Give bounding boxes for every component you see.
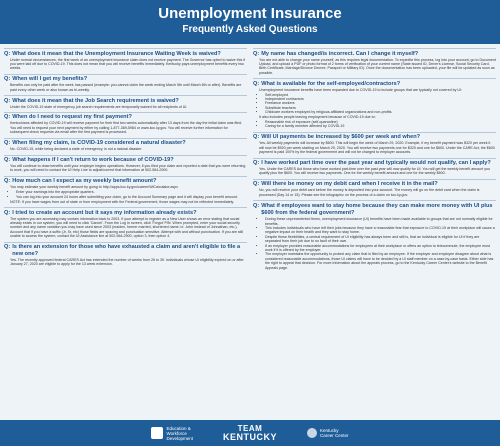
answer-list-item: • Reasonable risk of exposure (self-quarantine) [265,120,496,124]
answer-text: The system you are accessing may contain information back to 2003. If your attempt to register as a New User shows an error stating that social already exists in our system, you will need to click 'Cancel'. From the Log In screen, click 'Forgot' PIN. When prompted, enter your social security number and any name variation you may have used since 2003 (maiden, former married, shortened name i.e. John instead of Johnathan, etc.). Account that if you have a suffix (Jr, Sr, etc) those fields are spacing and punctuation sensitive. Attempt with and without punctuation. If you are still unable to access the system, contact the UI Assistance line at 502-564-2900, option 3, then option 4. [10,216,244,239]
answer-text: Under normal circumstances, the first week of an unemployment insurance claim does not receive payment. The Governor has opted to waive this if you were laid off due to COVID-19. This does not mean that you will receive benefits immediately. Kentucky pays unemployment benefits every two weeks. [10,57,246,71]
faq-answer [253,217,496,270]
answer-text: No. COVID-19, while being declared a state of emergency, is not a natural disaster. [10,147,143,152]
faq-column-right [253,48,496,420]
question-text: Is there an extension for those who have exhausted a claim and aren't eligible to file a new one? [12,244,241,258]
faq-item [253,48,496,75]
answer-text: Yes. All weekly payments will increase by $600. This will begin the week of March 29, 2020. Example, if my benefit payment was $320 per week it will now be $920 per week starting on March 29, 2020. You will receive two payments one for $320 and one for $600. Under the CARE Act, the $600 payment is paid 100% by the federal government and will not be charged to employer accounts. [259,141,495,155]
faq-answer [253,58,496,76]
logo-text: KENTUCKY [222,431,277,442]
answer-list-item: • Self-employed [265,93,496,97]
faq-answer [253,188,496,197]
logo-text: Workforce [166,430,187,436]
answer-list-item: • Childcare workers employed by religious-affiliated organizations and non-profits. [265,110,496,114]
question-label: Q: [4,178,11,185]
page-footer [0,420,500,446]
question-label: Q: [253,80,260,87]
faq-item [253,158,496,176]
answer-text: You are not able to change your name yourself, as this requires legal documentation. To expedite this process, log into your account, go to Document Upload, and upload a PDF or photo format of 2 forms of verification of your current name (State issued ID, Driver's License, Social Security Card, Birth Certificate, Marriage/Divorce Decree, Passport or Military ID). Once the documentation has been uploaded, your file will be updated as soon as possible. [259,57,496,75]
faq-question [253,78,496,88]
answer-text: NOTE: If you have wages from out of state or from employment with the Federal government, those wages may not be reflected immediately. [10,199,235,204]
faq-question [253,179,496,189]
career-center-icon [307,428,317,438]
faq-item [253,200,496,270]
faq-answer [253,88,496,129]
faq-item [4,242,247,267]
answer-list-item: • If an employer provides reasonable accommodations for employees at their workplace or offers an option to telecommute, the employee must work if it is offered by the employer. [265,244,496,253]
page-title: Unemployment Insurance [158,5,342,22]
faq-columns [0,44,500,420]
answer-list-item: • Caring for a family member affected by COVID-19 [265,124,496,128]
faq-item [4,176,247,204]
logo-text: Development [166,435,193,441]
faq-question [4,95,247,105]
question-label: Q: [4,209,11,216]
question-label: Q: [253,181,260,188]
question-text: When will I get my benefits? [12,76,88,83]
answer-text: Unemployment insurance benefits have been expanded due to COVID-19 to include groups that are typically not covered by UI: [259,87,462,92]
page-header [0,0,500,44]
question-text: Will UI payments be increased by $600 per week and when? [261,134,421,141]
education-workforce-logo [151,426,193,441]
faq-answer [4,258,247,267]
answer-list [16,190,247,199]
answer-text: Under the COVID-19 state of emergency job search requirements are temporarily waived for all recipients of UI. [10,104,188,109]
logo-text: Education & [166,425,191,431]
answer-text: Kentuckians affected by COVID-19 will receive payment for their first two weeks automatically after 13 days from the day the initial claim was filed. You will need to request your next payment by either by calling 1-877-369-5984 or www.kcc.ky.gov. You will receive further information for subsequent check requests via email after the first payment is processed. [10,121,243,135]
faq-item [4,155,247,173]
answer-text: No, you will receive your debit card before the money is deposited into your account. The money will go on the debit card when the claim is processed (Day 14 or 15). Please see the infographic on the process of a claim on kcc.ky.gov. [259,188,480,197]
faq-item [4,74,247,92]
question-text: I tried to create an account but it says my information already exists? [12,209,197,216]
faq-question [4,138,247,148]
question-label: Q: [253,50,260,57]
kentucky-seal-icon [151,427,163,439]
answer-text: Yes. The recently approved federal CARES Act has extended the number of weeks from 26 to 39. Individuals whose UI eligibility expired on or after January 27, 2020 are eligible to apply for the 13 week extension. [10,258,244,267]
answer-text: Benefits can only be paid after the week has passed (example: you cannot claim the week ending March 5th until March 6th or after). Benefits are paid every other week or also known as bi-weekly. [10,83,242,92]
question-text: Will there be money on my debit card when I receive it in the mail? [261,181,438,188]
faq-item [4,95,247,109]
answer-list-item: • Independent contractors [265,97,496,101]
faq-answer [253,141,496,154]
career-center-logo [307,428,349,438]
faq-question [4,112,247,122]
faq-answer [4,121,247,134]
faq-question [253,158,496,168]
faq-item [253,78,496,129]
faq-question [4,207,247,217]
faq-answer [4,83,247,92]
faq-question [253,48,496,58]
question-label: Q: [4,244,11,251]
question-label: Q: [253,134,260,141]
question-text: How much can I expect as my weekly benefit amount? [12,178,157,185]
answer-text: It also includes people leaving employment because of COVID-19 due to: [259,115,376,120]
answer-list-item: • Substitute teachers [265,106,496,110]
faq-question [4,155,247,165]
logo-text: Kentucky [320,428,339,433]
faq-question [253,200,496,217]
faq-question [4,176,247,186]
answer-list-item: • The employer maintains the opportunity to protest any claim that is filed by an employee. If the employer and employee disagree about what is considered reasonable accommodations, those UI claims will have to be decided by a UI staff member on a case-by-case basis. Either side has the right to appeal that decision. For more information about the appeals process, go to the Kentucky Career Center's website to the Benefit Appeals page. [265,252,496,270]
answer-list-item: • You can log into your account 24 hours after submitting your claim, go to the Account Summary page and it will display your benefit amount. [16,195,247,199]
question-text: When filing my claim, is COVID-19 considered a natural disaster? [12,140,186,147]
faq-item [253,132,496,155]
faq-answer [253,167,496,176]
faq-question [253,132,496,142]
faq-answer [4,185,247,204]
answer-list-item: • Freelance workers [265,101,496,105]
logo-text: Career Center [320,433,349,438]
answer-list-item: • During these unprecedented times, unemployment insurance (UI) benefits have been made available to groups that are not normally eligible for benefits. [265,217,496,226]
question-text: What is available for the self-employed/contractors? [261,80,401,87]
answer-list-item: • Despite these flexibilities, a central requirement of UI eligibility has always been and still is, that an individual is eligible for UI if they are separated from their job due to no fault of their own. [265,235,496,244]
question-label: Q: [253,160,260,166]
page-subtitle: Frequently Asked Questions [182,24,318,35]
question-label: Q: [253,202,260,209]
team-kentucky-logo [223,425,277,442]
question-text: My name has changed/is incorrect. Can I change it myself? [261,50,419,57]
question-text: What does it mean that the Job Search requirement is waived? [12,97,179,104]
answer-list [265,217,496,270]
answer-list-item: • This includes individuals who have left their jobs because they have a reasonable fear that exposure to COVID-19 at their workplace will cause a negative impact on their health and they want to stay home. [265,226,496,235]
question-text: I have worked part time over the past year and typically would not qualify, can I apply? [261,160,491,166]
question-label: Q: [4,76,11,83]
question-label: Q: [4,140,11,147]
question-label: Q: [4,114,11,121]
faq-item [4,48,247,71]
question-label: Q: [4,97,11,104]
answer-text: You will continue to draw benefits until your employer begins operations. However, if you filed your claim and reported a date that you were returning to work, you will need to contact the UI Help Line to adjust/correct that information at 502-564-2900. [10,164,246,173]
question-text: What if employees want to stay home because they can make more money with UI plus $600 from the federal government? [261,202,493,216]
faq-answer [4,147,247,151]
faq-item [4,112,247,135]
faq-question [4,242,247,259]
question-label: Q: [4,50,11,57]
question-label: Q: [4,157,11,164]
question-text: When do I need to request my first payment? [12,114,132,121]
faq-answer [4,217,247,239]
faq-question [4,48,247,58]
faq-item [253,179,496,197]
faq-question [4,74,247,84]
answer-list [265,93,496,115]
answer-text: Yes. Under the CARES Act those who have worked part-time over the past year will now qualify for UI. You will get the weekly benefit amount you qualify plus the $600. You will receive two payments. One for the weekly benefit amount and one for the weekly $600. [259,167,490,176]
faq-answer [4,164,247,173]
question-text: What does it mean that the Unemployment Insurance Waiting Week is waived? [12,50,221,57]
question-text: What happens if I can't return to work because of COVID-19? [12,157,174,164]
answer-list [265,120,496,129]
logo-text: TEAM [237,423,263,433]
faq-answer [4,105,247,109]
answer-text: You may estimate your weekly benefit amount by going to http://apps.kcc.ky.gov/career/WiCalculator.aspx [10,185,178,190]
faq-item [4,138,247,152]
faq-column-left [4,48,247,420]
faq-answer [4,58,247,71]
answer-list-item: • Enter your earnings into the appropriate quarters. [16,190,247,194]
faq-item [4,207,247,239]
